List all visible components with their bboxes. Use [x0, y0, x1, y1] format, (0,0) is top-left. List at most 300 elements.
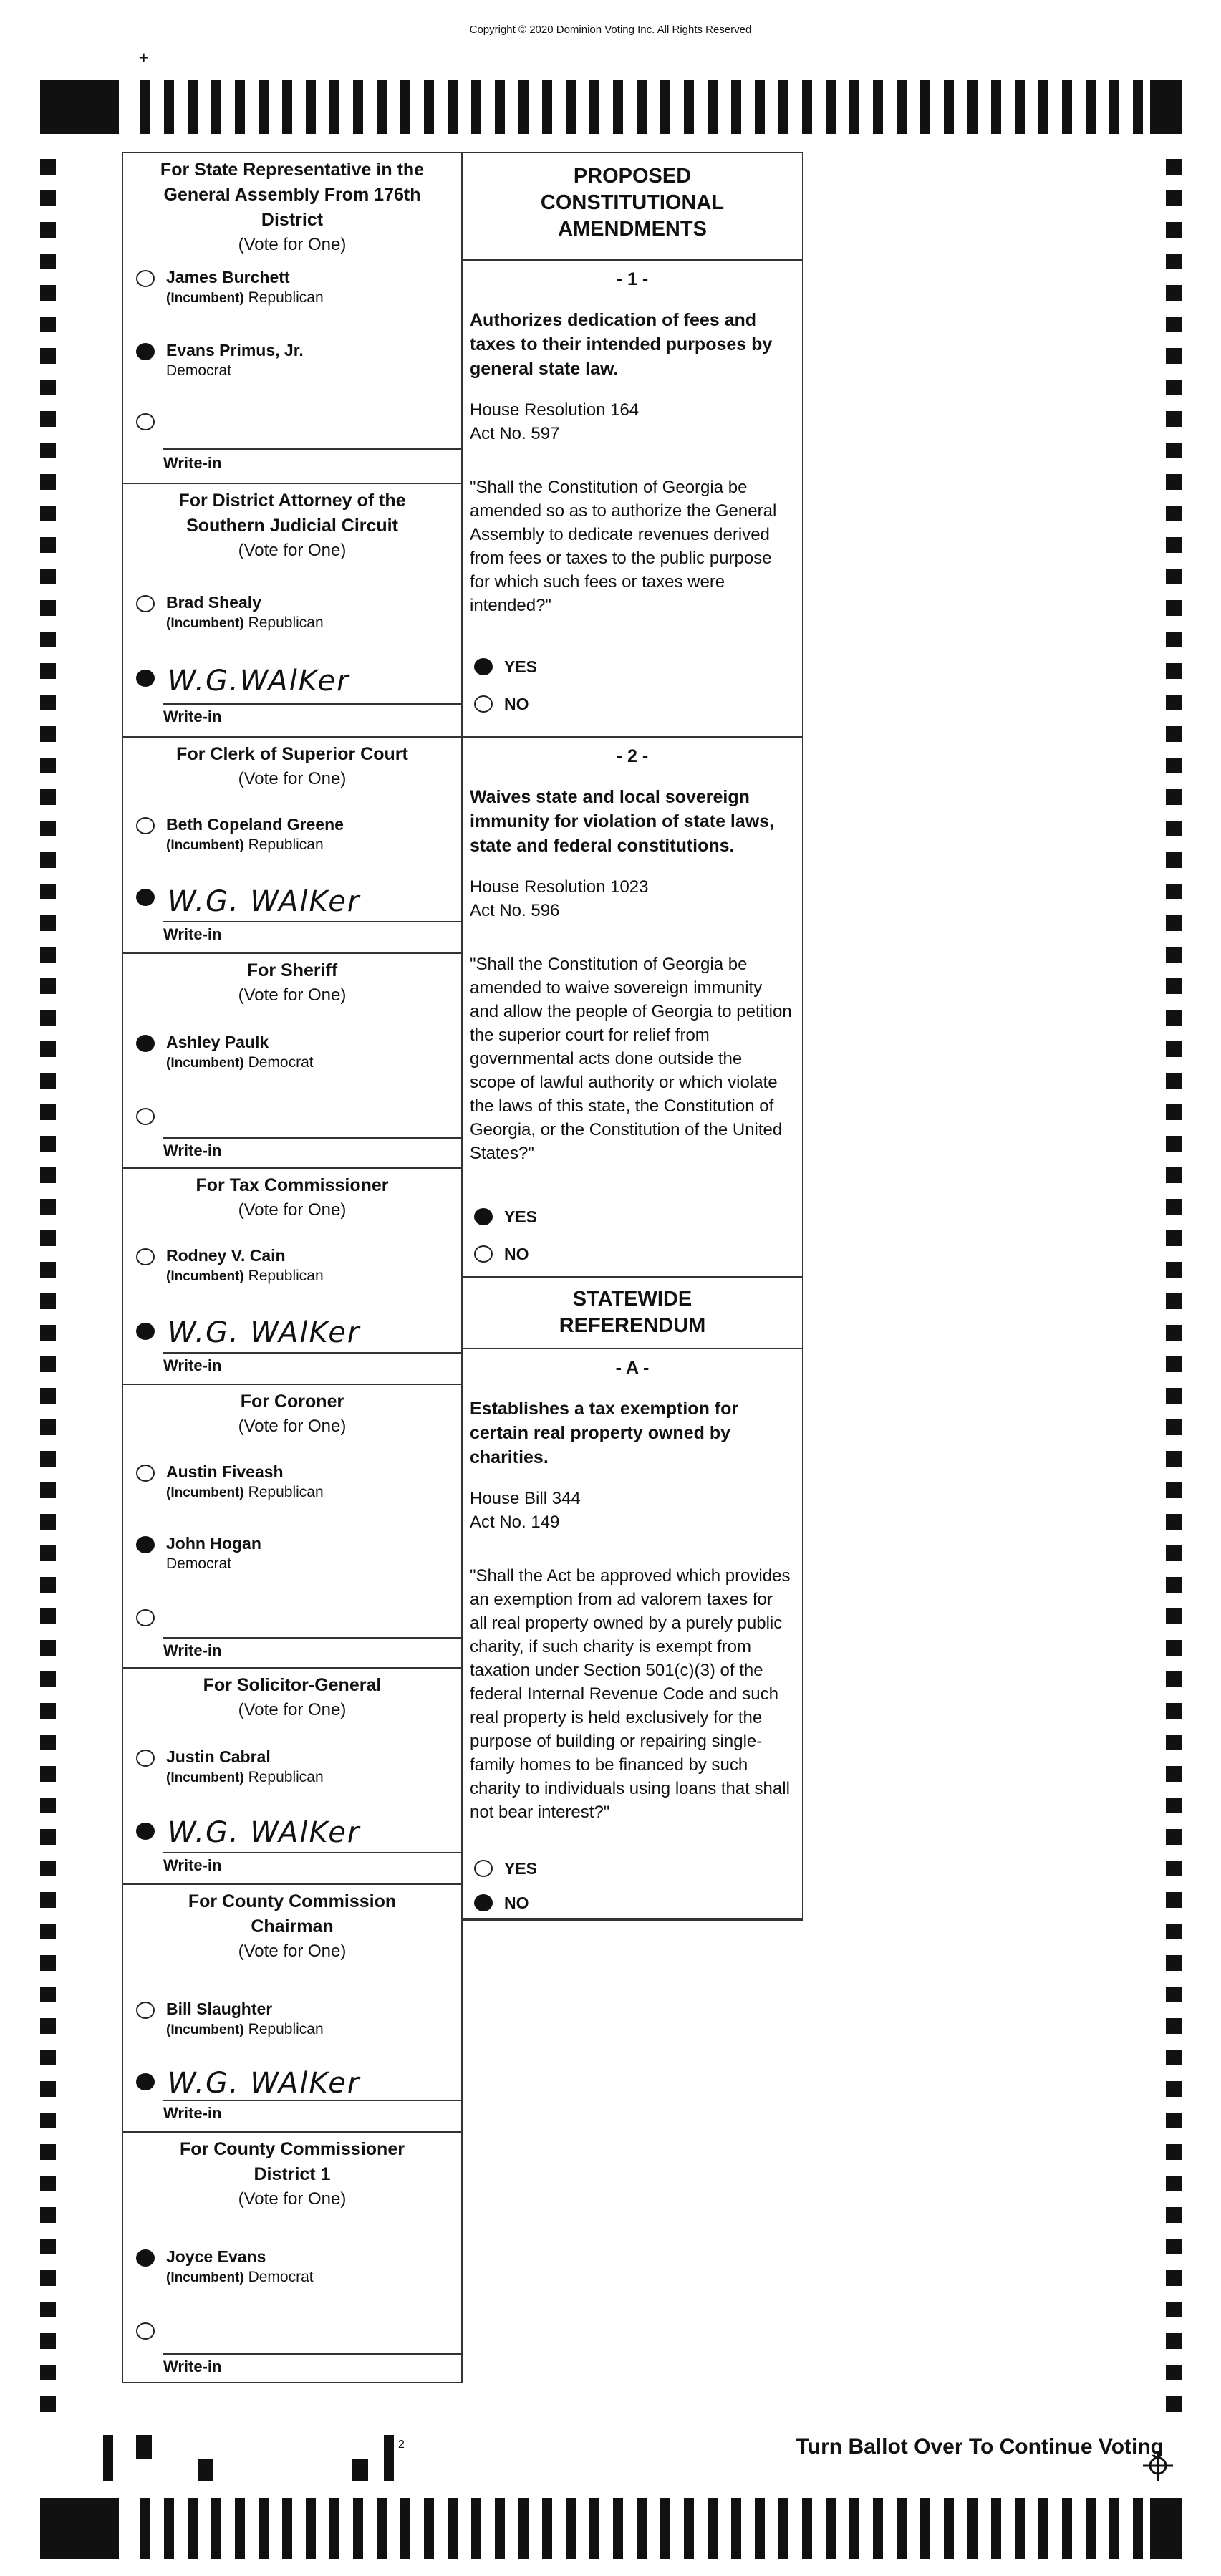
- oval-bubble[interactable]: [136, 2002, 155, 2019]
- oval-bubble-filled[interactable]: [474, 1208, 493, 1225]
- referendum-summary: Establishes a tax exemption for certain real property owned by charities.: [470, 1399, 739, 1467]
- side-timing-mark: [40, 1766, 56, 1782]
- writein-label: Write-in: [163, 2358, 222, 2375]
- side-timing-mark: [1166, 1388, 1182, 1404]
- side-timing-mark: [40, 1735, 56, 1750]
- side-timing-mark: [40, 978, 56, 994]
- writein-line: [163, 1852, 461, 1853]
- timing-tick: [944, 2498, 954, 2559]
- amendment-2: - 2 - Waives state and local sovereign immunity for violation of state laws, state and federal constitutions. House Resolution 1023 Act No. 596 "Shall the Constitution of Georgia be amended to waive sovereign immunity and allow the people of Georgia to petition the superior court for relief from governmental acts done outside the scope of lawful authority or which violate the laws of this state, the Constitution of Georgia, or the Constitution of the United States?" YES NO: [463, 738, 802, 1278]
- contest-title: For Clerk of Superior Court: [176, 744, 408, 764]
- writein-label: Write-in: [163, 1356, 222, 1374]
- side-timing-mark: [40, 1136, 56, 1152]
- amendment-summary: Waives state and local sovereign immunity for violation of state laws, state and federal constitutions.: [470, 787, 775, 856]
- timing-tick: [211, 2498, 221, 2559]
- side-timing-mark: [1166, 2081, 1182, 2097]
- side-timing-mark: [1166, 1262, 1182, 1278]
- candidate-party: (Incumbent) Republican: [166, 2021, 324, 2037]
- side-timing-mark: [1166, 2239, 1182, 2254]
- amendments-header: [463, 153, 802, 261]
- amendment-act: Act No. 597: [470, 424, 560, 443]
- vote-for-one: (Vote for One): [238, 1417, 347, 1436]
- contest-district-attorney: [123, 484, 461, 738]
- candidate-party: (Incumbent) Republican: [166, 1484, 324, 1500]
- side-timing-mark: [1166, 2302, 1182, 2317]
- timing-tick: [613, 80, 623, 134]
- side-timing-mark: [40, 317, 56, 332]
- side-timing-mark: [40, 821, 56, 836]
- timing-tick: [306, 2498, 316, 2559]
- amendment-resolution: House Resolution 1023: [470, 877, 649, 897]
- side-timing-mark: [1166, 1073, 1182, 1089]
- timing-tick: [377, 80, 387, 134]
- timing-tick: [188, 2498, 198, 2559]
- timing-tick: [471, 2498, 481, 2559]
- side-timing-mark: [40, 254, 56, 269]
- side-timing-mark: [40, 1419, 56, 1435]
- timing-tick: [282, 2498, 292, 2559]
- timing-tick: [495, 2498, 505, 2559]
- timing-tick: [471, 80, 481, 134]
- vote-for-one: (Vote for One): [238, 769, 347, 788]
- timing-tick: [1015, 2498, 1025, 2559]
- oval-bubble[interactable]: [136, 413, 155, 430]
- writein-handwritten: W.G. WAlKer: [168, 2067, 361, 2100]
- referendum-act: Act No. 149: [470, 1513, 560, 1532]
- page-marker: 2: [398, 2438, 405, 2451]
- timing-tick: [684, 80, 694, 134]
- code-mark: [136, 2435, 152, 2459]
- side-timing-mark: [1166, 821, 1182, 836]
- side-timing-mark: [40, 2333, 56, 2349]
- timing-tick: [542, 80, 552, 134]
- side-timing-mark: [1166, 1735, 1182, 1750]
- timing-tick: [849, 2498, 859, 2559]
- candidate-name: Austin Fiveash: [166, 1462, 284, 1481]
- timing-tick: [259, 80, 269, 134]
- timing-tick: [1086, 2498, 1096, 2559]
- writein-handwritten: W.G. WAlKer: [168, 1816, 361, 1849]
- contest-coroner: [123, 1385, 461, 1669]
- side-timing-mark: [40, 1482, 56, 1498]
- side-timing-mark: [40, 348, 56, 364]
- candidate-name: Brad Shealy: [166, 593, 261, 612]
- side-timing-mark: [1166, 1010, 1182, 1026]
- side-timing-mark: [1166, 1356, 1182, 1372]
- timing-tick: [140, 80, 150, 134]
- measures-column: [463, 152, 803, 1921]
- oval-bubble-filled[interactable]: [474, 658, 493, 675]
- side-timing-mark: [1166, 506, 1182, 521]
- timing-tick: [778, 2498, 788, 2559]
- oval-bubble-filled[interactable]: [136, 1536, 155, 1553]
- side-timing-mark: [40, 2270, 56, 2286]
- side-timing-mark: [40, 2396, 56, 2412]
- side-timing-mark: [1166, 474, 1182, 490]
- timing-tick: [802, 80, 812, 134]
- side-timing-mark: [1166, 159, 1182, 175]
- timing-tick: [708, 2498, 718, 2559]
- side-timing-mark: [40, 1104, 56, 1120]
- side-timing-mark: [1166, 2396, 1182, 2412]
- side-timing-mark: [1166, 1577, 1182, 1593]
- side-timing-mark: [1166, 1829, 1182, 1845]
- side-timing-mark: [1166, 1987, 1182, 2002]
- side-timing-mark: [1166, 254, 1182, 269]
- side-timing-mark: [40, 1924, 56, 1939]
- timing-tick: [708, 80, 718, 134]
- side-timing-mark: [1166, 190, 1182, 206]
- side-timing-mark: [1166, 1482, 1182, 1498]
- side-timing-mark: [40, 695, 56, 710]
- oval-bubble[interactable]: [136, 1108, 155, 1125]
- timing-tick: [684, 2498, 694, 2559]
- side-timing-mark: [1166, 222, 1182, 238]
- timing-tick: [306, 80, 316, 134]
- candidate-name: Bill Slaughter: [166, 1999, 273, 2018]
- oval-bubble[interactable]: [136, 270, 155, 287]
- side-timing-mark: [40, 915, 56, 931]
- side-timing-mark: [40, 726, 56, 742]
- oval-bubble-filled[interactable]: [136, 889, 155, 906]
- writein-label: Write-in: [163, 1142, 222, 1159]
- amendment-number: - 2 -: [616, 746, 649, 766]
- timing-block: [40, 2498, 119, 2559]
- side-timing-mark: [1166, 663, 1182, 679]
- side-timing-mark: [40, 1514, 56, 1530]
- vote-for-one: (Vote for One): [238, 2189, 347, 2209]
- turn-over-instruction: Turn Ballot Over To Continue Voting: [796, 2435, 1164, 2459]
- timing-tick: [448, 80, 458, 134]
- writein-handwritten: W.G. WAlKer: [168, 885, 361, 918]
- side-timing-mark: [1166, 2365, 1182, 2380]
- side-timing-mark: [40, 1167, 56, 1183]
- amendment-summary: Authorizes dedication of fees and taxes to their intended purposes by general state law.: [470, 310, 773, 379]
- writein-line: [163, 448, 461, 450]
- timing-tick: [424, 80, 434, 134]
- code-mark: [352, 2459, 368, 2481]
- contest-title: For Sheriff: [246, 960, 338, 980]
- amendment-act: Act No. 596: [470, 901, 560, 920]
- contest-county-commissioner-district-1: [123, 2133, 461, 2383]
- side-timing-mark: [40, 159, 56, 175]
- writein-label: Write-in: [163, 2104, 222, 2122]
- side-timing-mark: [40, 1892, 56, 1908]
- side-timing-mark: [1166, 2207, 1182, 2223]
- side-timing-mark: [1166, 915, 1182, 931]
- side-timing-mark: [40, 1262, 56, 1278]
- side-timing-mark: [40, 1640, 56, 1656]
- side-timing-mark: [1166, 569, 1182, 584]
- side-timing-mark: [40, 1293, 56, 1309]
- candidate-party: (Incumbent) Republican: [166, 1268, 324, 1284]
- writein-label: Write-in: [163, 1856, 222, 1874]
- oval-bubble-filled[interactable]: [136, 1323, 155, 1340]
- timing-tick: [637, 80, 647, 134]
- timing-tick: [424, 2498, 434, 2559]
- timing-tick: [1062, 2498, 1072, 2559]
- oval-bubble[interactable]: [136, 1248, 155, 1265]
- vote-for-one: (Vote for One): [238, 985, 347, 1005]
- timing-block: [1150, 2498, 1182, 2559]
- timing-tick: [1038, 80, 1048, 134]
- timing-tick: [778, 80, 788, 134]
- side-timing-mark: [1166, 1924, 1182, 1939]
- referendum-a: - A - Establishes a tax exemption for certain real property owned by charities. House Bill 344 Act No. 149 "Shall the Act be approved which provides an exemption from ad valorem taxes for all real property owned by a purely public charity, if such charity is exempt from taxation under Section 501(c)(3) of the federal Internal Revenue Code and such real property is held exclusively for the purpose of building or repairing single-family homes to be financed by such charity to individuals using loans that shall not bear interest?" YES NO: [463, 1349, 802, 1919]
- writein-label: Write-in: [163, 708, 222, 725]
- registration-target-icon: [1142, 2449, 1174, 2482]
- timing-tick: [826, 80, 836, 134]
- side-timing-mark: [40, 1230, 56, 1246]
- side-timing-mark: [1166, 632, 1182, 647]
- side-timing-mark: [40, 1451, 56, 1467]
- side-timing-mark: [1166, 1766, 1182, 1782]
- oval-bubble[interactable]: [474, 1860, 493, 1877]
- candidate-name: John Hogan: [166, 1534, 261, 1553]
- candidate-party: (Incumbent) Democrat: [166, 2269, 314, 2285]
- timing-tick: [589, 80, 599, 134]
- side-timing-mark: [1166, 411, 1182, 427]
- referendum-question: "Shall the Act be approved which provides an exemption from ad valorem taxes for all real property owned by a purely public charity, if such charity is exempt from taxation under Section 501(c)(3) of the federal Internal Revenue Code and such real property is held exclusively for the purpose of building or repairing single-family homes to be financed by such charity to individuals using loans that shall not bear interest?": [470, 1566, 791, 1822]
- timing-tick: [164, 2498, 174, 2559]
- candidate-party: (Incumbent) Democrat: [166, 1054, 314, 1071]
- bottom-timing-bar: [40, 2498, 1182, 2559]
- side-timing-mark: [40, 1829, 56, 1845]
- timing-tick: [164, 80, 174, 134]
- side-timing-mark: [40, 1955, 56, 1971]
- side-timing-mark: [1166, 1545, 1182, 1561]
- side-timing-mark: [1166, 1199, 1182, 1215]
- side-timing-mark: [40, 758, 56, 773]
- side-timing-mark: [40, 1010, 56, 1026]
- timing-tick: [967, 2498, 978, 2559]
- side-timing-mark: [40, 2018, 56, 2034]
- referendum-title: STATEWIDE REFERENDUM: [559, 1288, 706, 1337]
- candidate-name: Joyce Evans: [166, 2247, 266, 2266]
- side-timing-mark: [40, 1356, 56, 1372]
- vote-for-one: (Vote for One): [238, 235, 347, 254]
- side-timing-mark: [40, 1199, 56, 1215]
- side-timing-mark: [40, 884, 56, 899]
- contest-state-representative: [123, 153, 461, 484]
- timing-tick: [873, 80, 883, 134]
- side-timing-mark: [1166, 1136, 1182, 1152]
- side-timing-mark: [40, 190, 56, 206]
- oval-bubble[interactable]: [474, 695, 493, 713]
- timing-tick: [660, 2498, 670, 2559]
- candidate-party: (Incumbent) Republican: [166, 289, 324, 306]
- candidate-party: Democrat: [166, 362, 232, 379]
- contest-title: For Coroner: [240, 1391, 344, 1412]
- side-timing-mark: [40, 2176, 56, 2191]
- timing-tick: [211, 80, 221, 134]
- timing-tick: [1015, 80, 1025, 134]
- side-timing-mark: [1166, 947, 1182, 963]
- contest-title: For Tax Commissioner: [196, 1175, 389, 1195]
- oval-bubble[interactable]: [136, 1750, 155, 1767]
- registration-plus-mark: +: [139, 49, 148, 67]
- timing-tick: [1038, 2498, 1048, 2559]
- side-timing-mark: [40, 1987, 56, 2002]
- oval-bubble[interactable]: [136, 2322, 155, 2340]
- timing-tick: [518, 2498, 529, 2559]
- side-timing-mark: [1166, 1419, 1182, 1435]
- oval-bubble[interactable]: [474, 1245, 493, 1263]
- side-timing-mark: [1166, 600, 1182, 616]
- side-timing-mark: [1166, 1514, 1182, 1530]
- writein-line: [163, 921, 461, 922]
- side-timing-mark: [40, 2239, 56, 2254]
- oval-bubble[interactable]: [136, 1609, 155, 1626]
- candidate-name: Rodney V. Cain: [166, 1246, 286, 1265]
- side-timing-mark: [40, 1325, 56, 1341]
- contest-title: For County Commissioner District 1: [180, 2139, 405, 2184]
- side-timing-mark: [1166, 884, 1182, 899]
- writein-label: Write-in: [163, 454, 222, 472]
- referendum-header: [463, 1278, 802, 1349]
- timing-tick: [282, 80, 292, 134]
- side-timing-mark: [1166, 758, 1182, 773]
- candidate-party: (Incumbent) Republican: [166, 836, 324, 853]
- timing-tick: [897, 2498, 907, 2559]
- writein-line: [163, 1352, 461, 1354]
- amendments-title: PROPOSED CONSTITUTIONAL AMENDMENTS: [540, 165, 725, 241]
- side-timing-mark: [1166, 2144, 1182, 2160]
- timing-tick: [731, 80, 741, 134]
- side-timing-mark: [40, 2207, 56, 2223]
- timing-tick: [329, 2498, 339, 2559]
- side-timing-mark: [40, 222, 56, 238]
- writein-line: [163, 2353, 461, 2355]
- side-timing-mark: [40, 663, 56, 679]
- amendment-question: "Shall the Constitution of Georgia be amended so as to authorize the General Assembly to dedicate revenues derived from fees or taxes to the public purpose for which such fees or taxes were intended?": [470, 478, 777, 615]
- side-timing-mark: [40, 632, 56, 647]
- timing-tick: [188, 80, 198, 134]
- contest-title: For District Attorney of the Southern Judicial Circuit: [178, 491, 406, 536]
- timing-tick: [731, 2498, 741, 2559]
- side-timing-mark: [40, 569, 56, 584]
- side-timing-mark: [1166, 1167, 1182, 1183]
- side-timing-mark: [40, 1861, 56, 1876]
- timing-tick: [826, 2498, 836, 2559]
- oval-bubble[interactable]: [136, 595, 155, 612]
- timing-tick: [1133, 2498, 1143, 2559]
- side-timing-mark: [1166, 1703, 1182, 1719]
- timing-tick: [920, 80, 930, 134]
- writein-handwritten: W.G.WAlKer: [168, 665, 350, 698]
- timing-tick: [235, 2498, 245, 2559]
- writein-line: [163, 1637, 461, 1639]
- referendum-number: - A -: [615, 1358, 650, 1378]
- contest-title: For County Commission Chairman: [188, 1891, 397, 1936]
- oval-bubble-filled[interactable]: [136, 343, 155, 360]
- side-timing-mark: [1166, 1608, 1182, 1624]
- side-timing-mark: [1166, 1104, 1182, 1120]
- oval-bubble[interactable]: [136, 817, 155, 834]
- side-timing-mark: [40, 947, 56, 963]
- copyright-notice: Copyright © 2020 Dominion Voting Inc. All Rights Reserved: [469, 24, 752, 36]
- oval-bubble-filled[interactable]: [136, 1823, 155, 1840]
- candidate-party: Democrat: [166, 1555, 232, 1572]
- side-timing-mark: [40, 1608, 56, 1624]
- writein-label: Write-in: [163, 925, 222, 943]
- amendment-number: - 1 -: [616, 269, 649, 289]
- side-timing-mark: [1166, 2270, 1182, 2286]
- side-timing-mark: [1166, 852, 1182, 868]
- timing-tick: [1086, 80, 1096, 134]
- timing-block: [40, 80, 119, 134]
- side-timing-mark: [1166, 978, 1182, 994]
- side-timing-mark: [40, 443, 56, 458]
- side-timing-mark: [40, 2050, 56, 2065]
- side-timing-mark: [40, 1073, 56, 1089]
- code-mark: [103, 2435, 113, 2481]
- side-timing-mark: [40, 537, 56, 553]
- contest-title: For State Representative in the General Assembly From 176th District: [160, 160, 425, 230]
- writein-line: [163, 703, 461, 705]
- writein-line: [163, 2100, 461, 2101]
- timing-tick: [991, 2498, 1001, 2559]
- side-timing-mark: [1166, 1041, 1182, 1057]
- contests-column: [122, 152, 463, 2383]
- oval-bubble-filled[interactable]: [136, 1035, 155, 1052]
- timing-tick: [377, 2498, 387, 2559]
- timing-tick: [991, 80, 1001, 134]
- side-timing-mark: [1166, 317, 1182, 332]
- timing-tick: [873, 2498, 883, 2559]
- side-timing-mark: [40, 2302, 56, 2317]
- oval-bubble-filled[interactable]: [474, 1894, 493, 1911]
- timing-tick: [353, 2498, 363, 2559]
- timing-tick: [448, 2498, 458, 2559]
- timing-tick: [400, 80, 410, 134]
- side-timing-mark: [1166, 348, 1182, 364]
- side-timing-mark: [40, 852, 56, 868]
- vote-for-one: (Vote for One): [238, 1700, 347, 1719]
- timing-tick: [920, 2498, 930, 2559]
- contest-title: For Solicitor-General: [203, 1675, 382, 1695]
- oval-bubble-filled[interactable]: [136, 670, 155, 687]
- side-timing-mark: [1166, 789, 1182, 805]
- side-timing-mark: [1166, 2113, 1182, 2128]
- timing-tick: [967, 80, 978, 134]
- oval-bubble[interactable]: [136, 1465, 155, 1482]
- side-timing-mark: [1166, 1640, 1182, 1656]
- timing-tick: [329, 80, 339, 134]
- side-timing-mark: [40, 2365, 56, 2380]
- side-timing-mark: [1166, 1798, 1182, 1813]
- timing-tick: [637, 2498, 647, 2559]
- side-timing-mark: [40, 2113, 56, 2128]
- side-timing-mark: [1166, 1325, 1182, 1341]
- timing-tick: [802, 2498, 812, 2559]
- side-timing-mark: [1166, 285, 1182, 301]
- referendum-bill: House Bill 344: [470, 1489, 581, 1508]
- timing-tick: [613, 2498, 623, 2559]
- oval-bubble-filled[interactable]: [136, 2073, 155, 2090]
- timing-tick: [589, 2498, 599, 2559]
- oval-bubble-filled[interactable]: [136, 2249, 155, 2267]
- writein-handwritten: W.G. WAlKer: [168, 1316, 361, 1349]
- amendment-question: "Shall the Constitution of Georgia be amended to waive sovereign immunity and allow the people of Georgia to petition the superior court for relief from governmental acts done outside the scope of lawful authority or which violate the laws of this state, the Constitution of Georgia, or the Constitution of the United States?": [470, 955, 792, 1163]
- timing-tick: [566, 80, 576, 134]
- vote-for-one: (Vote for One): [238, 1200, 347, 1220]
- writein-line: [163, 1137, 461, 1139]
- contest-tax-commissioner: [123, 1169, 461, 1385]
- timing-tick: [755, 80, 765, 134]
- side-timing-mark: [1166, 1892, 1182, 1908]
- amendment-1: - 1 - Authorizes dedication of fees and taxes to their intended purposes by general state law. House Resolution 164 Act No. 597 "Shall the Constitution of Georgia be amended so as to authorize the General Assembly to dedicate revenues derived from fees or taxes to the public purpose for which such fees or taxes were intended?" YES NO: [463, 261, 802, 738]
